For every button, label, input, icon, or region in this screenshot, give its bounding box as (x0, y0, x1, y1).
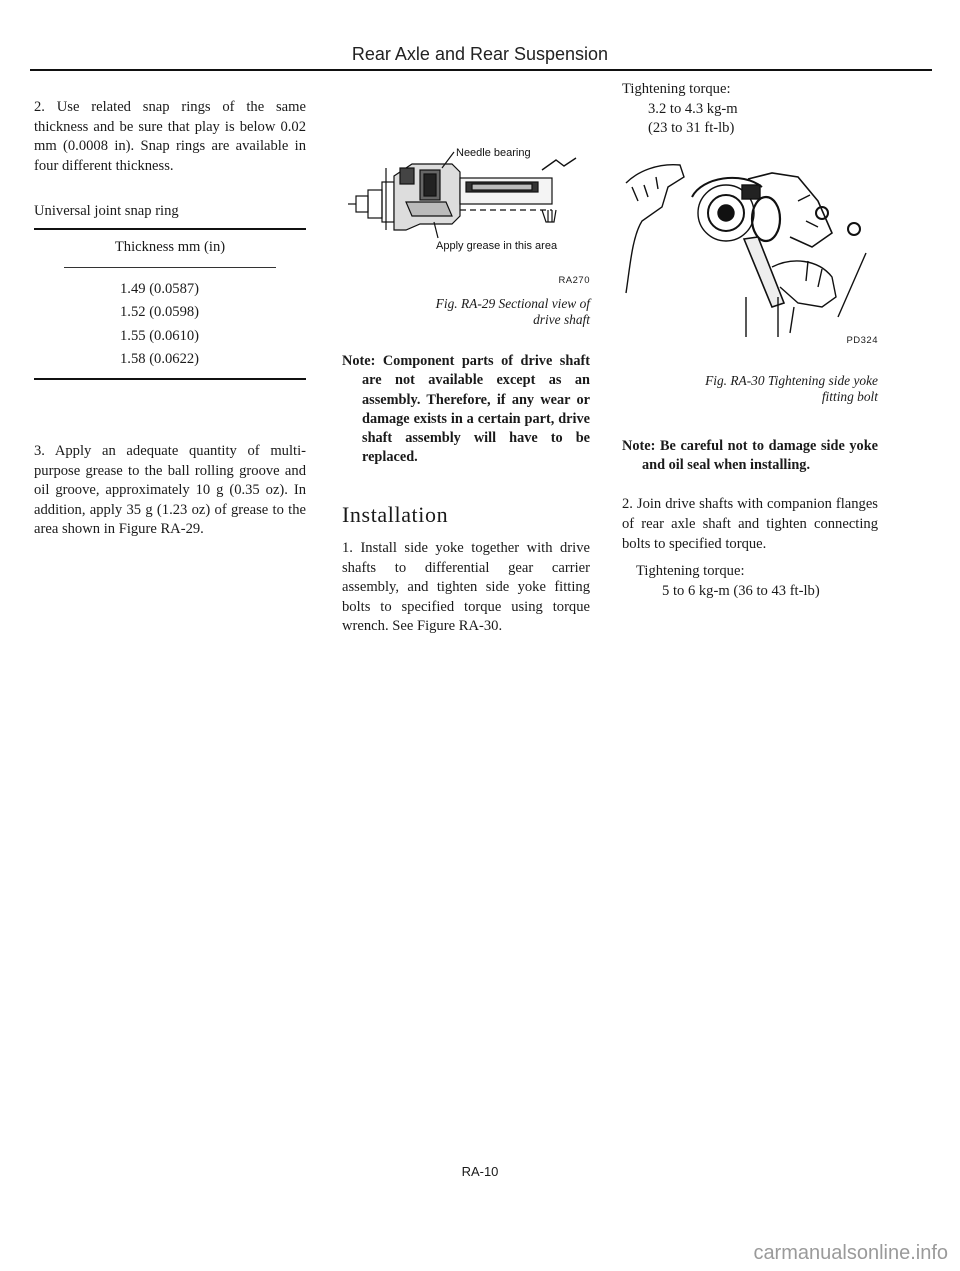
table-row: 1.58 (0.0622) (120, 351, 200, 368)
needle-bearing-label: Needle bearing (456, 147, 531, 159)
note-drive-shaft-assembly: Note: Component parts of drive shaft are not available except as an assembly. Therefore, if any wear or damage exists in a certain part, drive shaft assembly will have to be replaced. (342, 353, 590, 466)
step-2-snap-rings: 2. Use related snap rings of the same thickness and be sure that play is below 0.02 mm (0.0008 in). Snap rings are available in four different thickness. (34, 99, 306, 174)
caption-line-1: Fig. RA-29 Sectional view of (435, 296, 590, 312)
table-top-rule (34, 228, 306, 230)
table-row: 1.55 (0.0610) (120, 327, 200, 344)
step-2-join-shafts: 2. Join drive shafts with companion flanges of rear axle shaft and tighten connecting bolts to specified torque. (622, 496, 878, 552)
drive-shaft-section-drawing (342, 98, 590, 258)
table-bottom-rule (34, 378, 306, 380)
step-1-install: 1. Install side yoke together with drive shafts to differential gear carrier assembly, and tighten side yoke fitting bolts to specified torque using torque wrench. See Figure RA-30. (342, 540, 590, 635)
torque-value-2: 5 to 6 kg-m (36 to 43 ft-lb) (662, 582, 820, 599)
torque-value-1-imperial: (23 to 31 ft-lb) (648, 120, 735, 137)
table-row: 1.49 (0.0587) (120, 280, 200, 297)
figure-ref-pd324: PD324 (846, 335, 878, 347)
step-3-grease: 3. Apply an adequate quantity of multi-purpose grease to the ball rolling groove and oil groove, approximately 10 g (0.35 oz). In addition, apply 35 g (1.23 oz) of grease to the area shown in Figure RA-29. (34, 442, 306, 538)
torque-label-2: Tightening torque: (636, 563, 745, 580)
figure-ra30 (622, 157, 878, 405)
section-heading-installation: Installation (342, 502, 449, 528)
torque-value-1: 3.2 to 4.3 kg-m (648, 100, 738, 117)
column-3 (622, 80, 878, 601)
figure-ref-ra270: RA270 (558, 274, 590, 286)
figure-ra29 (342, 98, 590, 328)
caption-line-2: fitting bolt (821, 388, 878, 404)
torque-label-1: Tightening torque: (622, 81, 731, 97)
caption-line-1: Fig. RA-30 Tightening side yoke (705, 372, 878, 388)
column-2 (342, 98, 590, 637)
page-number: RA-10 (461, 1164, 499, 1179)
table-header: Thickness mm (in) (114, 238, 226, 255)
column-1 (34, 98, 306, 540)
caption-line-2: drive shaft (533, 312, 590, 328)
figure-ra30-caption (622, 373, 878, 405)
note-careful-install: Note: Be careful not to damage side yoke and oil seal when installing. (622, 437, 878, 474)
header-rule (30, 69, 932, 71)
page-header-title: Rear Axle and Rear Suspension (351, 44, 609, 64)
figure-ra29-caption (342, 296, 590, 328)
table-title: Universal joint snap ring (34, 203, 179, 220)
grease-area-label: Apply grease in this area (436, 240, 558, 252)
table-rows (120, 280, 306, 370)
yoke-bolt-tightening-drawing (622, 157, 878, 337)
snap-ring-table (34, 202, 306, 380)
watermark: carmanualsonline.info (753, 1242, 948, 1264)
table-row: 1.52 (0.0598) (120, 304, 200, 321)
table-header-rule (64, 267, 276, 268)
